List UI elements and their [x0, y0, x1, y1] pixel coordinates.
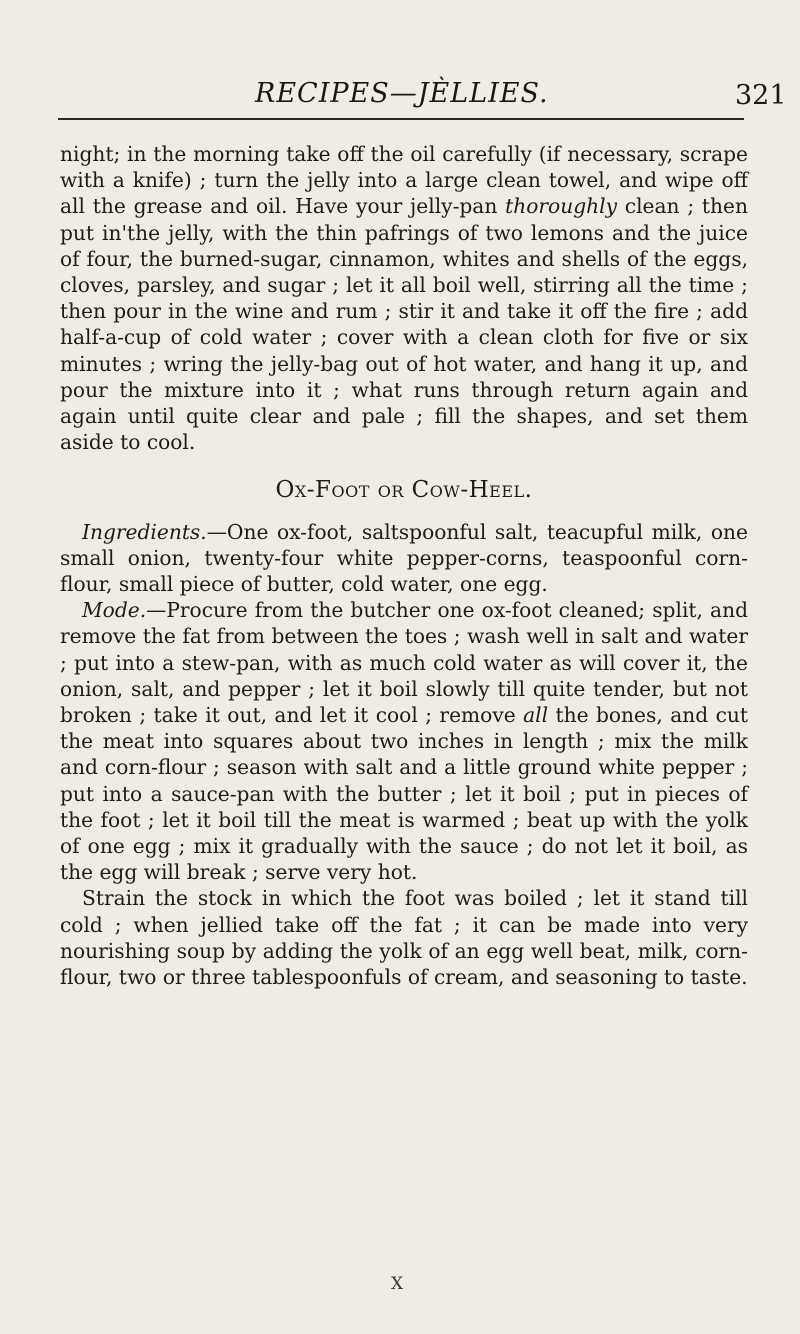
signature-mark: X: [391, 1274, 404, 1294]
mode-paragraph: [60, 597, 748, 885]
ingredients-text: —One ox-foot, saltspoonful salt, teacupful milk, one small onion, twenty-four white pepper-corns, teaspoonful corn-flour, small piece of butter, cold water, one egg.: [60, 519, 748, 597]
emphasis-thoroughly: thoroughly: [505, 194, 617, 219]
ingredients-label: Ingredients.: [82, 519, 207, 544]
page-number: 321: [735, 80, 787, 111]
emphasis-all: all: [523, 703, 549, 728]
recipe-body: [60, 141, 748, 990]
section-heading: Ox-Foot or Cow-Heel.: [275, 477, 533, 504]
paragraph-text: night; in the morning take off the oil carefully (if necessary, scrape with a knife) ; turn the jelly into a large clean towel, and wipe off all the grease and oil. Have your jelly-pan: [60, 142, 748, 219]
jelly-method-paragraph: [60, 141, 748, 455]
mode-label: Mode.: [82, 598, 147, 623]
running-title: RECIPES—JÈLLIES.: [255, 78, 549, 109]
header-rule: [58, 118, 744, 120]
mode-text: the bones, and cut the meat into squares about two inches in length ; mix the milk and corn-flour ; season with salt and a little ground white pepper ; put into a sauce-pan with the butter ; let it boil ; put in pieces of the foot ; let it boil till the meat is warmed ; beat up with the yolk of one egg ; mix it gradually with the sauce ; do not let it boil, as the egg will break ; serve very hot.: [60, 703, 748, 885]
ingredients-paragraph: [60, 519, 748, 598]
stock-paragraph: Strain the stock in which the foot was boiled ; let it stand till cold ; when jellied take off the fat ; it can be made into very nourishing soup by adding the yolk of an egg well beat, milk, corn-flour, two or three tablespoonfuls of cream, and seasoning to taste.: [60, 886, 748, 990]
paragraph-text: clean ; then put in'the jelly, with the thin pafrings of two lemons and the juice of four, the burned-sugar, cinnamon, whites and shells of the eggs, cloves, parsley, and sugar ; let it all boil well, stirring all the time ; then pour in the wine and rum ; stir it and take it off the fire ; add half-a-cup of cold water ; cover with a clean cloth for five or six minutes ; wring the jelly-bag out of hot water, and hang it up, and pour the mixture into it ; what runs through return again and again until quite clear and pale ; fill the shapes, and set them aside to cool.: [60, 194, 748, 455]
mode-text: —Procure from the butcher one ox-foot cleaned; split, and remove the fat from between the toes ; wash well in salt and water ; put into a stew-pan, with as much cold water as will cover it, the onion, salt, and pepper ; let it boil slowly till quite tender, but not broken ; take it out, and let it cool ; remove: [60, 598, 748, 728]
